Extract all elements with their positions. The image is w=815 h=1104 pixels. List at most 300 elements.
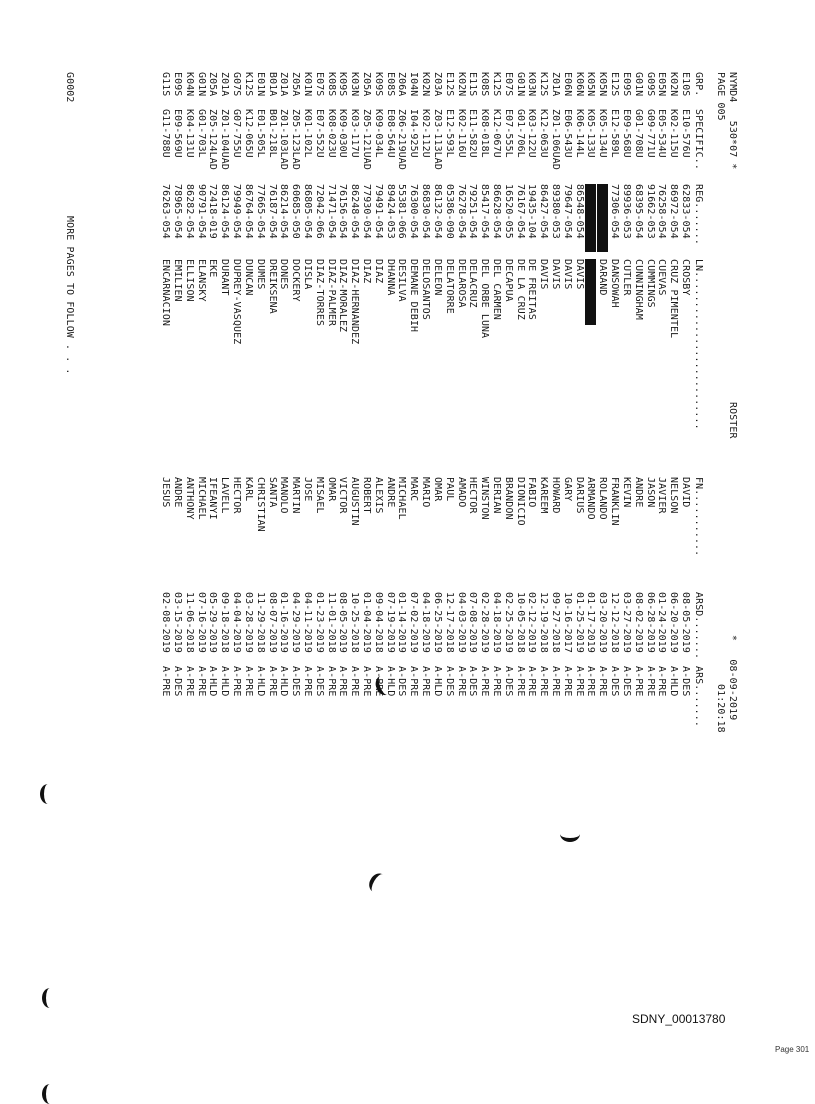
table-row xyxy=(207,72,219,1052)
cell-grp: E12S xyxy=(609,72,621,97)
cell-grp: K12S xyxy=(491,72,502,97)
cell-fn: ANDRE xyxy=(384,477,396,508)
cell-reg: 79949-054 xyxy=(231,184,243,239)
table-row xyxy=(195,72,207,1052)
cell-ln: DIAZ-TORRES xyxy=(313,259,325,327)
cell-fn: DARIUS xyxy=(573,477,585,514)
table-row xyxy=(183,72,195,1052)
col-fn: FN........... xyxy=(693,477,704,557)
cell-grp: G01N xyxy=(195,72,207,97)
cell-fn: JOSE xyxy=(302,477,313,502)
cell-fn: MARIO xyxy=(420,477,432,508)
cell-grp: Z03A xyxy=(431,72,443,97)
cell-spec: E10-576U xyxy=(680,109,691,158)
cell-reg: 86972-054 xyxy=(668,184,680,239)
cell-grp: Z05A xyxy=(207,72,219,97)
cell-ln: DE LA CRUZ xyxy=(514,259,526,320)
cell-grp: G11S xyxy=(160,72,172,97)
cell-reg: 60685-050 xyxy=(290,184,302,239)
cell-spec: E12-593L xyxy=(443,109,455,158)
cell-grp: Z05A xyxy=(361,72,373,97)
cell-reg: 76187-054 xyxy=(266,184,278,239)
table-row xyxy=(549,72,561,1052)
cell-ln: DELATORRE xyxy=(443,259,455,314)
cell-fn: LAVELL xyxy=(219,477,231,514)
cell-fn: ROLANDO xyxy=(597,477,609,520)
cell-spec: Z01-104UAD xyxy=(219,109,231,170)
cell-grp: K02N xyxy=(455,72,467,97)
cell-ars: A-HLD xyxy=(278,666,290,697)
table-row xyxy=(608,72,620,1052)
cell-reg: 86548-054 xyxy=(573,184,585,239)
cell-fn: ANTHONY xyxy=(183,477,195,520)
cell-spec: K04-131U xyxy=(183,109,195,158)
cell-reg: 89424-053 xyxy=(384,184,396,239)
cell-ln: DAVIS xyxy=(538,259,550,290)
cell-arsd: 12-12-2018 xyxy=(609,592,621,653)
cell-ars: A-PRE xyxy=(160,666,172,697)
table-row xyxy=(526,72,538,1052)
cell-fn: DERIAN xyxy=(491,477,502,514)
cell-fn: JESUS xyxy=(160,477,172,508)
cell-ln: CUEVAS xyxy=(656,259,668,296)
cell-reg: 86132-054 xyxy=(431,184,443,239)
cell-ln: DAVIS xyxy=(561,259,573,290)
table-row xyxy=(490,72,502,1052)
cell-ars: A-HLD xyxy=(668,666,680,697)
cell-ars: A-DES xyxy=(680,666,691,697)
table-row xyxy=(679,72,691,1052)
cell-fn: JASON xyxy=(644,477,656,508)
table-row xyxy=(537,72,549,1052)
table-row xyxy=(348,72,360,1052)
roster-printout xyxy=(48,72,738,1052)
cell-ln: DUPREY-VASQUEZ xyxy=(231,259,243,345)
table-row xyxy=(644,72,656,1052)
cell-spec: K03-122U xyxy=(526,109,538,158)
cell-ars: A-PRE xyxy=(302,666,313,697)
cell-arsd: 01-14-2019 xyxy=(396,592,408,653)
cell-reg: 77665-054 xyxy=(254,184,266,239)
table-row xyxy=(337,72,349,1052)
cell-spec: G11-788U xyxy=(160,109,172,158)
cell-spec: K09-034L xyxy=(372,109,384,158)
cell-reg: 91662-053 xyxy=(644,184,656,239)
cell-arsd: 07-08-2019 xyxy=(467,592,479,653)
cell-grp: K12S xyxy=(538,72,550,97)
cell-arsd: 04-11-2019 xyxy=(302,592,313,653)
header-line-2 xyxy=(714,72,726,733)
cell-ars: A-PRE xyxy=(597,666,609,697)
cell-arsd: 04-29-2019 xyxy=(290,592,302,653)
binder-hole-mark xyxy=(42,1084,54,1104)
cell-ln: DEMANE DEBIH xyxy=(408,259,420,333)
cell-ln: CUNNINGHAM xyxy=(632,259,644,320)
table-row xyxy=(325,72,337,1052)
cell-ars: A-HLD xyxy=(207,666,219,697)
cell-ln: DELEON xyxy=(431,259,443,296)
cell-fn: FRANKLIN xyxy=(609,477,621,526)
cell-ars: A-PRE xyxy=(183,666,195,697)
table-row xyxy=(254,72,266,1052)
cell-arsd: 01-17-2019 xyxy=(585,592,597,653)
cell-fn: KEVIN xyxy=(620,477,632,508)
cell-ars: A-PRE xyxy=(195,666,207,697)
bates-number: SDNY_00013780 xyxy=(632,1012,726,1026)
cell-spec: B01-218L xyxy=(266,109,278,158)
cell-reg: 79491-054 xyxy=(372,184,384,239)
cell-grp: K08S xyxy=(479,72,491,97)
cell-fn: AUGUSTIN xyxy=(349,477,361,526)
cell-grp: G09S xyxy=(644,72,656,97)
cell-reg: 86248-054 xyxy=(349,184,361,239)
cell-spec: E01-505L xyxy=(254,109,266,158)
cell-arsd: 02-08-2019 xyxy=(160,592,172,653)
cell-spec: E11-582U xyxy=(467,109,479,158)
cell-ars: A-PRE xyxy=(455,666,467,697)
cell-ars: A-PRE xyxy=(538,666,550,697)
cell-reg: 90791-054 xyxy=(195,184,207,239)
cell-fn: HOWARD xyxy=(550,477,562,514)
cell-reg: 89380-053 xyxy=(550,184,562,239)
header-line-1 xyxy=(726,72,738,721)
binder-hole-mark xyxy=(560,830,580,842)
cell-spec: E05-534U xyxy=(656,109,668,158)
cell-ln: DHANNA xyxy=(384,259,396,296)
cell-grp: K06N xyxy=(573,72,585,97)
cell-ars: A-PRE xyxy=(526,666,538,697)
cell-reg: 16520-055 xyxy=(502,184,514,239)
cell-arsd: 03-27-2019 xyxy=(620,592,632,653)
cell-arsd: 03-28-2019 xyxy=(242,592,254,653)
cell-grp: I04N xyxy=(408,72,420,97)
table-row xyxy=(219,72,231,1052)
cell-fn: KAREEM xyxy=(538,477,550,514)
table-row xyxy=(455,72,467,1052)
cell-ln: DIAZ-PALMER xyxy=(325,259,337,327)
cell-grp: E06N xyxy=(561,72,573,97)
cell-reg: 86427-054 xyxy=(538,184,550,239)
cell-grp: K09S xyxy=(372,72,384,97)
cell-fn: NELSON xyxy=(668,477,680,514)
report-title: ROSTER xyxy=(727,402,738,439)
table-row xyxy=(242,72,254,1052)
cell-ars: A-PRE xyxy=(420,666,432,697)
table-row xyxy=(230,72,242,1052)
cell-grp: K01N xyxy=(302,72,313,97)
table-row xyxy=(467,72,479,1052)
cell-reg: 72418-019 xyxy=(207,184,219,239)
cell-grp: K03N xyxy=(349,72,361,97)
cell-ln: EKE xyxy=(207,259,219,278)
roster-table xyxy=(159,72,691,1052)
cell-spec: K02-112U xyxy=(420,109,432,158)
cell-ln: DEL ORBE LUNA xyxy=(479,259,491,339)
cell-grp: E09S xyxy=(620,72,632,97)
cell-ars: A-PRE xyxy=(585,666,597,697)
cell-reg: 19435-104 xyxy=(526,184,538,239)
cell-spec: K09-030U xyxy=(337,109,349,158)
cell-arsd: 08-05-2019 xyxy=(337,592,349,653)
cell-ln: DE FREITAS xyxy=(526,259,538,320)
cell-spec: K02-115U xyxy=(668,109,680,158)
cell-fn: ANDRE xyxy=(172,477,184,508)
cell-spec: K12-065U xyxy=(242,109,254,158)
column-headers xyxy=(692,72,704,727)
cell-ln: DUNCAN xyxy=(242,259,254,296)
cell-ln: DELACRUZ xyxy=(467,259,479,308)
cell-grp: Z01A xyxy=(550,72,562,97)
cell-ars: A-HLD xyxy=(219,666,231,697)
cell-ars: A-DES xyxy=(396,666,408,697)
cell-ars: A-PRE xyxy=(408,666,420,697)
cell-arsd: 11-01-2018 xyxy=(325,592,337,653)
cell-ln: DREIKSENA xyxy=(266,259,278,314)
cell-ars: A-DES xyxy=(313,666,325,697)
cell-reg: 86282-054 xyxy=(183,184,195,239)
cell-spec: Z01-106UAD xyxy=(550,109,562,170)
cell-reg: 78965-054 xyxy=(172,184,184,239)
cell-arsd: 06-28-2019 xyxy=(644,592,656,653)
table-row xyxy=(313,72,325,1052)
table-row xyxy=(585,72,597,1052)
table-row xyxy=(443,72,455,1052)
cell-spec: Z03-113LAD xyxy=(431,109,443,170)
cell-ln: DELAROSA xyxy=(455,259,467,308)
cell-arsd: 06-25-2019 xyxy=(431,592,443,653)
cell-reg: 79647-054 xyxy=(561,184,573,239)
cell-grp: E12S xyxy=(443,72,455,97)
cell-ln: DAVIS xyxy=(573,259,585,290)
redaction-bar xyxy=(597,184,608,252)
binder-hole-mark xyxy=(40,784,52,804)
cell-reg: 72042-066 xyxy=(313,184,325,239)
cell-spec: E09-569U xyxy=(172,109,184,158)
cell-spec: K12-067U xyxy=(491,109,502,158)
cell-ln: DIAZ xyxy=(372,259,384,284)
cell-reg: 86628-054 xyxy=(491,184,502,239)
report-id: NYMD4 530*07 * xyxy=(727,72,738,170)
cell-grp: E05N xyxy=(656,72,668,97)
cell-spec: E08-564U xyxy=(384,109,396,158)
cell-ln: ENCARNACION xyxy=(160,259,172,327)
table-row xyxy=(301,72,313,1052)
cell-grp: E08S xyxy=(384,72,396,97)
cell-fn: DIONICIO xyxy=(514,477,526,526)
cell-ln: DELOSANTOS xyxy=(420,259,432,320)
cell-grp: K03N xyxy=(526,72,538,97)
cell-arsd: 03-15-2019 xyxy=(172,592,184,653)
cell-reg: 85417-054 xyxy=(479,184,491,239)
cell-spec: Z01-103LAD xyxy=(278,109,290,170)
col-ars: ARS....... xyxy=(693,666,704,727)
table-row xyxy=(266,72,278,1052)
cell-spec: E12-589L xyxy=(609,109,621,158)
cell-fn: VICTOR xyxy=(337,477,349,514)
cell-arsd: 05-29-2019 xyxy=(207,592,219,653)
cell-ln: ELANSKY xyxy=(195,259,207,302)
cell-ars: A-DES xyxy=(502,666,514,697)
cell-ln: CUTLER xyxy=(620,259,632,296)
cell-spec: K01-102L xyxy=(302,109,313,158)
col-arsd: ARSD....... xyxy=(693,592,704,660)
binder-hole-mark xyxy=(42,988,54,1008)
cell-ars: A-HLD xyxy=(254,666,266,697)
table-row xyxy=(159,72,171,1052)
cell-arsd: 11-06-2018 xyxy=(183,592,195,653)
cell-ln: DARAND xyxy=(597,259,609,296)
cell-ars: A-PRE xyxy=(656,666,668,697)
cell-spec: E09-568U xyxy=(620,109,632,158)
table-row xyxy=(656,72,668,1052)
cell-arsd: 12-19-2018 xyxy=(538,592,550,653)
cell-ln: CRUZ PIMENTEL xyxy=(668,259,680,339)
cell-arsd: 09-27-2018 xyxy=(550,592,562,653)
cell-reg: 05386-090 xyxy=(443,184,455,239)
footer-note: MORE PAGES TO FOLLOW . . . xyxy=(64,216,75,375)
cell-ln: CROSBY xyxy=(680,259,691,296)
cell-fn: ARMANDO xyxy=(585,477,597,520)
cell-arsd: 04-18-2019 xyxy=(491,592,502,653)
report-time: 01:20:18 xyxy=(715,684,726,733)
cell-fn: IFEANYI xyxy=(207,477,219,520)
cell-reg: 79251-054 xyxy=(467,184,479,239)
cell-grp: Z05A xyxy=(290,72,302,97)
cell-spec: K05-133U xyxy=(585,109,597,158)
cell-arsd: 04-03-2019 xyxy=(455,592,467,653)
cell-ars: A-DES xyxy=(172,666,184,697)
cell-fn: KARL xyxy=(242,477,254,502)
cell-ars: A-PRE xyxy=(361,666,373,697)
cell-grp: K02N xyxy=(668,72,680,97)
cell-fn: OMAR xyxy=(431,477,443,502)
cell-fn: CHRISTIAN xyxy=(254,477,266,532)
table-row xyxy=(372,72,384,1052)
cell-arsd: 07-19-2019 xyxy=(384,592,396,653)
cell-fn: AMADO xyxy=(455,477,467,508)
cell-arsd: 09-18-2018 xyxy=(219,592,231,653)
cell-arsd: 01-24-2019 xyxy=(656,592,668,653)
table-row xyxy=(478,72,490,1052)
cell-ln: DAVIS xyxy=(550,259,562,290)
cell-ars: A-PRE xyxy=(325,666,337,697)
table-row xyxy=(289,72,301,1052)
cell-ars: A-PRE xyxy=(266,666,278,697)
col-specific: SPECIFIC.. xyxy=(693,109,704,170)
cell-arsd: 10-16-2017 xyxy=(561,592,573,653)
cell-ln: DECAPUA xyxy=(502,259,514,302)
footer-code: G0002 xyxy=(64,72,75,103)
cell-reg: 76278-054 xyxy=(455,184,467,239)
col-reg: REG....... xyxy=(693,184,704,245)
cell-fn: MICHAEL xyxy=(195,477,207,520)
cell-ln: EMILIEN xyxy=(172,259,184,302)
cell-grp: Z01A xyxy=(278,72,290,97)
table-row xyxy=(502,72,514,1052)
cell-reg: 76258-054 xyxy=(656,184,668,239)
cell-reg: 86124-054 xyxy=(219,184,231,239)
cell-fn: MARC xyxy=(408,477,420,502)
cell-ln xyxy=(586,259,597,325)
cell-ln: DIAZ-HERNANDEZ xyxy=(349,259,361,345)
cell-grp: E07S xyxy=(502,72,514,97)
cell-ars: A-DES xyxy=(620,666,632,697)
cell-ln: DURANT xyxy=(219,259,231,296)
cell-arsd: 04-18-2019 xyxy=(420,592,432,653)
cell-arsd: 07-16-2019 xyxy=(195,592,207,653)
cell-grp: E07S xyxy=(313,72,325,97)
table-row xyxy=(278,72,290,1052)
cell-ln: DESILVA xyxy=(396,259,408,302)
cell-reg xyxy=(586,184,597,252)
table-row xyxy=(597,72,609,1052)
cell-spec: K05-134U xyxy=(597,109,609,158)
cell-spec: E06-543U xyxy=(561,109,573,158)
cell-spec: Z05-121UAD xyxy=(361,109,373,170)
table-row xyxy=(419,72,431,1052)
cell-arsd: 09-04-2018 xyxy=(372,592,384,653)
table-row xyxy=(573,72,585,1052)
cell-grp: K04N xyxy=(183,72,195,97)
cell-spec: Z05-124LAD xyxy=(207,109,219,170)
cell-spec: K02-116U xyxy=(455,109,467,158)
cell-arsd: 02-12-2019 xyxy=(526,592,538,653)
cell-ln: DOCKERY xyxy=(290,259,302,302)
cell-ars: A-DES xyxy=(443,666,455,697)
cell-ars: A-PRE xyxy=(491,666,502,697)
cell-grp: G07S xyxy=(231,72,243,97)
cell-reg: 77306-054 xyxy=(609,184,621,239)
page-label: PAGE 005 xyxy=(715,72,726,121)
cell-ars: A-PRE xyxy=(479,666,491,697)
table-row xyxy=(667,72,679,1052)
report-date: * 08-09-2019 xyxy=(727,635,738,721)
cell-arsd: 07-02-2019 xyxy=(408,592,420,653)
cell-fn: ANDRE xyxy=(632,477,644,508)
cell-grp: K12S xyxy=(242,72,254,97)
cell-arsd: 08-07-2019 xyxy=(266,592,278,653)
cell-arsd: 08-02-2019 xyxy=(632,592,644,653)
cell-ars: A-HLD xyxy=(431,666,443,697)
cell-arsd: 04-04-2019 xyxy=(231,592,243,653)
cell-ars: A-DES xyxy=(467,666,479,697)
cell-ln: DONES xyxy=(278,259,290,290)
col-ln: LN.......................... xyxy=(693,259,704,430)
cell-grp: E09S xyxy=(172,72,184,97)
cell-reg: 86805-054 xyxy=(302,184,313,239)
cell-grp: E11S xyxy=(467,72,479,97)
cell-ln: DEL CARMEN xyxy=(491,259,502,320)
cell-arsd: 02-25-2019 xyxy=(502,592,514,653)
cell-arsd: 03-20-2019 xyxy=(597,592,609,653)
cell-spec: K08-018L xyxy=(479,109,491,158)
cell-fn: ALEXIS xyxy=(372,477,384,514)
cell-fn: WINSTON xyxy=(479,477,491,520)
cell-reg: 86214-054 xyxy=(278,184,290,239)
cell-grp: Z01A xyxy=(219,72,231,97)
cell-arsd: 02-28-2019 xyxy=(479,592,491,653)
cell-fn: MICHAEL xyxy=(396,477,408,520)
cell-grp: K02N xyxy=(420,72,432,97)
cell-ln: DANSOWAH xyxy=(609,259,621,308)
cell-arsd: 01-23-2019 xyxy=(313,592,325,653)
cell-spec: E07-552U xyxy=(313,109,325,158)
table-row xyxy=(384,72,396,1052)
table-row xyxy=(171,72,183,1052)
cell-fn: GARY xyxy=(561,477,573,502)
cell-ars: A-PRE xyxy=(573,666,585,697)
cell-arsd: 11-29-2018 xyxy=(254,592,266,653)
